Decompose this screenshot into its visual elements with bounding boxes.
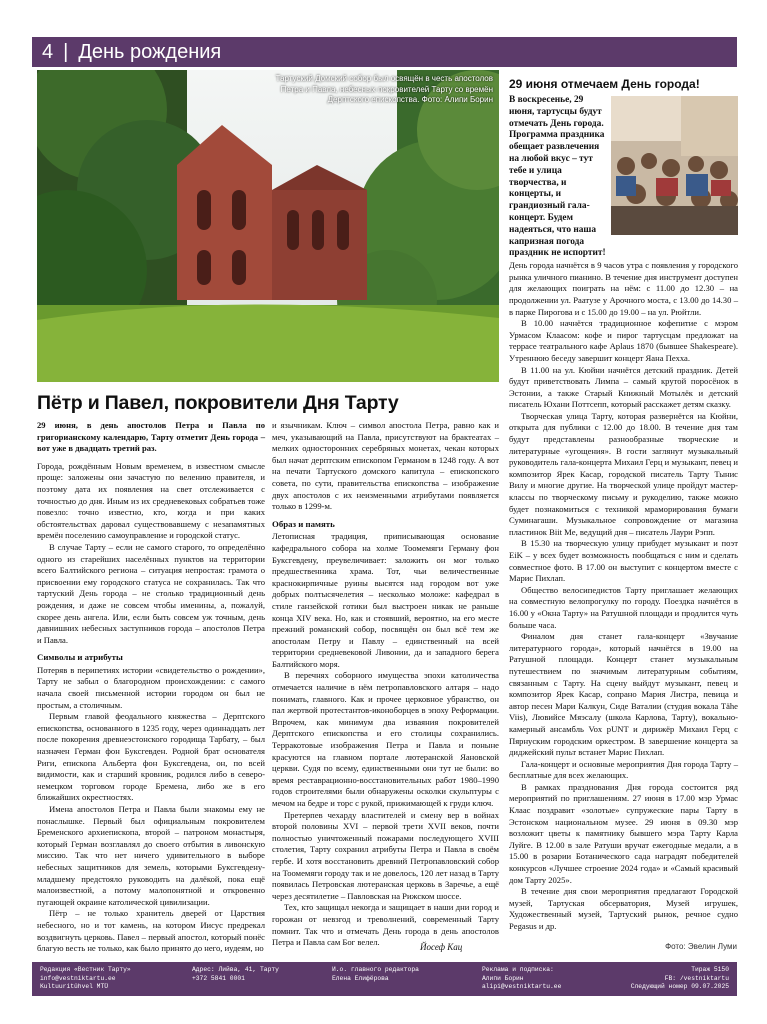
paragraph: Общество велосипедистов Тарту приглашает желающих на совместную велопрогулку по городу. Поездка начнётся в 16.00 у «Окна Тарту» на Ратушной площади и продлится чуть больше часа. bbox=[509, 584, 738, 630]
page-number: 4 bbox=[42, 40, 54, 63]
footer-line: И.о. главного редактора bbox=[332, 966, 419, 973]
article-lead: 29 июня, в день апостолов Петра и Павла по григорианскому календарю, Тарту отметит День города – вот уже в двадцать третий раз. bbox=[37, 420, 265, 454]
footer-line: FB: /vestniktartu bbox=[664, 974, 729, 982]
page-footer bbox=[32, 962, 737, 996]
paragraph: Первым главой феодального княжества – Дерптского епископства, основанного в 1235 году, через одиннадцать лет после покорения древнеэстонского городища Тарбату, – был назначен Герман фон Буксгевден. Родной брат основателя Риги, епископа Альберта фон Буксгевдена, он, по всей видимости, как и старший кровник, родился либо в северо-немецком торговом городе Бремена, либо же в его ближайших окрестностях. bbox=[37, 711, 265, 803]
paragraph: В перечнях соборного имущества эпохи католичества отмечается наличие в нём петропавловского алтаря – надо понимать, главного. Как и прочее церковное убранство, он пал жертвой протестантов-иконоборцев в эпоху Реформации. Впрочем, как минимум два изваяния покровителей Дерптского епископства и его столицы сохранились. Терракотовые изображения Петра и Павла и поныне красуются на главном портале лютеранской Яановской церкви. Судя по всему, единственными они тут не были: во время реставрационно-восстановительных работ 1980–1990 годов строителями были обнаружены осколки скульптуры с мечом на бедре и торс с рукой, прижимающей к груди ключ. bbox=[272, 670, 499, 808]
paragraph: Тех, кто защищал некогда и защищает в наши дни город и горожан от невзгод и треволнений, современный Тарту помнит. Так что и отмечать День города в день апостолов Петра и Павла сам Бог велел. bbox=[272, 902, 499, 948]
footer-email[interactable]: info@vestniktartu.ee bbox=[40, 974, 116, 982]
paragraph: В течение дня свои мероприятия предлагают Городской музей, Тартуская обсерватория, Музей игрушек, Художественный музей, Тартуский рынок, речное судно Pegasus и др. bbox=[509, 886, 738, 931]
author-signature: Йосеф Кац bbox=[420, 942, 463, 952]
paragraph: Летописная традиция, приписывающая основание кафедрального собора на холме Тоомемяги Герману фон Буксгевдену, преувеличивает: заложить он мог только предшественника храма. Тот, чьи величественные краснокирпичные руины высятся над городом вот уже добрых полтысячелетия – несколько моложе: кафедрал в стиле ганзейской готики был выстроен никак не раньше конца XIV века. Но, как и стоявший, вероятно, на его месте прежний романский собор, посвящён он был всё тем же апостолам Петру и Павлу – единственный на всей территории средневековой Ливонии, да и западного берега Балтийского моря. bbox=[272, 531, 499, 669]
paragraph: В 10.00 начнётся традиционное кофепитие с мэром Урмасом Клаасом: кофе и пирог тартусцам предложат на террасе театрального кафе Aplaus 1870 (бывшее Shakespeare). Утреннюю беседу завершит концерт Яана Пехха. bbox=[509, 318, 738, 363]
footer-editor bbox=[332, 966, 419, 983]
header-separator: | bbox=[63, 40, 69, 63]
footer-email[interactable]: alipi@vestniktartu.ee bbox=[482, 983, 562, 990]
section-header bbox=[32, 37, 737, 67]
footer-line: Тираж 5150 bbox=[691, 966, 729, 973]
photo-credit: Фото: Эвелин Луми bbox=[665, 942, 737, 951]
footer-phone: +372 5841 0001 bbox=[192, 974, 245, 982]
paragraph: В случае Тарту – если не самого старого, то определённо одного из старейших населённых пунктов на территории всего Балтийского региона – ситуация непростая: грамота о присвоении ему городского статуса не сохранилась. Так что тартуский День города – не столько традиционный день рождения, и даже не совсем чтобы именины, а, пожалуй, скорее день ангела. Или, если быть совсем уж точным, день давнишних небесных заступников города – апостолов Петра и Павла. bbox=[37, 541, 265, 645]
cathedral-photo bbox=[37, 70, 499, 382]
article-headline: Пётр и Павел, покровители Дня Тарту bbox=[37, 392, 399, 414]
sidebar-title: 29 июня отмечаем День города! bbox=[509, 77, 700, 91]
footer-line: Kultuuritühvel MTÜ bbox=[40, 983, 109, 990]
footer-line: Следующий номер 09.07.2025 bbox=[630, 983, 729, 990]
footer-line: Редакция «Вестник Тарту» bbox=[40, 966, 131, 973]
section-title: День рождения bbox=[78, 40, 222, 63]
paragraph: и язычникам. Ключ – символ апостола Петра, равно как и меч, указывающий на Павла, присутствуют на брактеатах – мелких односторонних серебряных монетах, чекан которых был начат дерптским епископом Германом в 1248 году. А вот на печати Тартуского домского капитула – епископского совета, по сути, правительства епископства – изображение двух апостолов с их неизменными атрибутами появляется только в 1299-м. bbox=[272, 420, 499, 512]
subheading: Символы и атрибуты bbox=[37, 652, 123, 663]
footer-line: Реклама и подписка: bbox=[482, 966, 554, 973]
footer-advertising bbox=[482, 966, 561, 992]
footer-circulation bbox=[631, 966, 729, 992]
article-column-2 bbox=[272, 420, 499, 949]
sidebar-lead: В воскресенье, 29 июня, тартусцы будут отмечать День города. Программа праздника обещает развлечения на любой вкус – тут тебе и улица творчества, и концерты, и грандиозный гала-концерт. Будем надеяться, что наша капризная погода праздник не испортит! bbox=[509, 95, 606, 259]
paragraph: Претерпев чехарду властителей и смену вер в войнах второй половины XVI – первой трети XVII веков, почти полностью уничтоженный пожарами последующего XVIII столетия, Тарту сохранил атрибуты Петра и Павла в своём гербе. И хотя восстановить древний Петропавловский собор на Тоомемяги городу так и не довелось, 120 лет назад в Тарту появилась Петровская лютеранская церковь в Заречье, а ещё через десятилетие – Павловская на Рижском шоссе. bbox=[272, 809, 499, 901]
paragraph: Творческая улица Тарту, которая развернётся на Кюйни, открыта для публики с 12.00 до 18.00. В течение дня там будут представлены разнообразные творческие и литературные «угощения». В гости заглянут музыкальный руководитель гала-концерта Михаил Герц и музыкант, певец и композитор Ярек Касар, городской писатель Тарту Тынис Вилу и многие другие. На творческой улице пройдут мастер-классы по творческому письму и рукоделию, также можно будет познакомиться с техникой мраморирования бумаги Суминагаши. Музыкальное сопровождение от магазина пластинок Biit Me, ведущий дня – писатель Лаури Рэпп. bbox=[509, 410, 738, 537]
paragraph: Имена апостолов Петра и Павла были знакомы ему не понаслышке. Первый был официальным покровителем Бременского архиепископа, второй – патроном монастыря, который Герман возглавлял до своего отбытия в ливонскую миссию. Так что нет ничего удивительного в выборе небесных защитников для земель, которыми Буксгевдену-младшему предстояло руководить на далёкой, пока ещё малоизвестной, а потому малопонятной и откровенно пугающей окраине католической цивилизации. bbox=[37, 804, 265, 907]
footer-line: Алипи Борин bbox=[482, 974, 524, 982]
cathedral-illustration bbox=[37, 70, 499, 382]
paragraph: Потеряв в перипетиях истории «свидетельство о рождении», Тарту не забыл о благородном происхождении: с самого начала своей письменной истории городом он был не простым, а столичным. bbox=[37, 664, 265, 710]
paragraph: В 11.00 на ул. Кюйни начнётся детский праздник. Детей будут приветствовать Лимпа – самый крутой поросёнок в Эстонии, а также Старый Книжный Мотылёк и детский писатель Юхани Поттсепп, который расскажет детям сказку. bbox=[509, 364, 738, 410]
paragraph: Города, рождённым Новым временем, в известном смысле проще: заложены они зачастую по велению правителя, и поэтому дата их появления на свет отслеживается с точностью до дня. Иным из их средневековых собратьев тоже повезло: точно известно, кто, когда и при каких обстоятельствах даровал существовавшему с незапамятных времён поселению самоуправление и городской статус. bbox=[37, 460, 265, 541]
paragraph: День города начнётся в 9 часов утра с появления у городского рынка уличного пианино. В течение дня инструмент доступен для желающих поиграть на нём: с 11.00 до 12.30 – на продолжении ул. Раатузе у Арочного моста, с 13.00 до 14.30 – в парке Пирогова и с 15.00 до 19.00 – на ул. Рюйтли. bbox=[509, 260, 738, 317]
footer-editorial bbox=[40, 966, 131, 992]
article-column-1 bbox=[37, 420, 265, 955]
footer-line: Елена Елифёрова bbox=[332, 974, 389, 982]
sidebar-column bbox=[509, 95, 738, 933]
photo-caption: Тартуский Домский собор был освящён в честь апостолов Петра и Павла, небесных покровителей Тарту со времён Дерптского епископства. Фото: Алипи Борин bbox=[275, 74, 493, 104]
crowd-photo bbox=[611, 96, 738, 235]
paragraph: В 15.30 на творческую улицу прибудет музыкант и поэт EiK – у всех будет возможность пообщаться с ним и сделать совместное фото. В 17.00 он выступит с концертом вместе с Марис Пихлап. bbox=[509, 538, 738, 584]
paragraph: Пётр – не только хранитель дверей от Царствия небесного, но и тот камень, на котором Иисус предрекал воздвигнуть церковь. Павел – первый апостол, который понёс благую весть не только, как было принято до него, иудеям, но bbox=[37, 908, 265, 954]
subheading: Образ и память bbox=[272, 518, 335, 529]
footer-line: Адрес: Лийва, 41, Тарту bbox=[192, 966, 279, 973]
paragraph: Финалом дня станет гала-концерт «Звучание литературного города», который начнётся в 19.00 на Ратушной площади. Концерт станет музыкальным путешествием по значимым литературным событиям, связанным с Тарту. На сцену выйдут музыкант, певец и композитор Ярек Касар, сопрано Мария Листра, певица и автор песен Мари Калкун, Сиде Ваталии (студия вокала Tähe Viis), Лювийсе Мяэсалу (школа Карлова, Тарту), вокально-камерный ансамбль Vox pUNT и дирижёр Михаил Герц с Пярнуским городским оркестром. В завершение концерта за диджейский пульт встанет Марис Пихлап. bbox=[509, 631, 738, 758]
paragraph: Гала-концерт и основные мероприятия Дня города Тарту – бесплатные для всех желающих. bbox=[509, 758, 738, 781]
footer-address bbox=[192, 966, 279, 983]
paragraph: В рамках празднования Дня города состоится ряд мероприятий по приглашениям. 27 июня в 17.00 мэр Урмас Клаас поздравит «золотые» супружеские пары Тарту в Эстонском национальном музее. 29 июня в 09.30 мэр возложит цветы к памятнику бывшего мэра Тарту Карла Луйге. В 12.00 в зале Ратуши вручат ежегодные медали, а в 15.00 в розарии Ботанического сада наградят победителей конкурсов «Лучшее строение 2024 года» и «Самый красивый дом Тарту 2025». bbox=[509, 781, 738, 885]
